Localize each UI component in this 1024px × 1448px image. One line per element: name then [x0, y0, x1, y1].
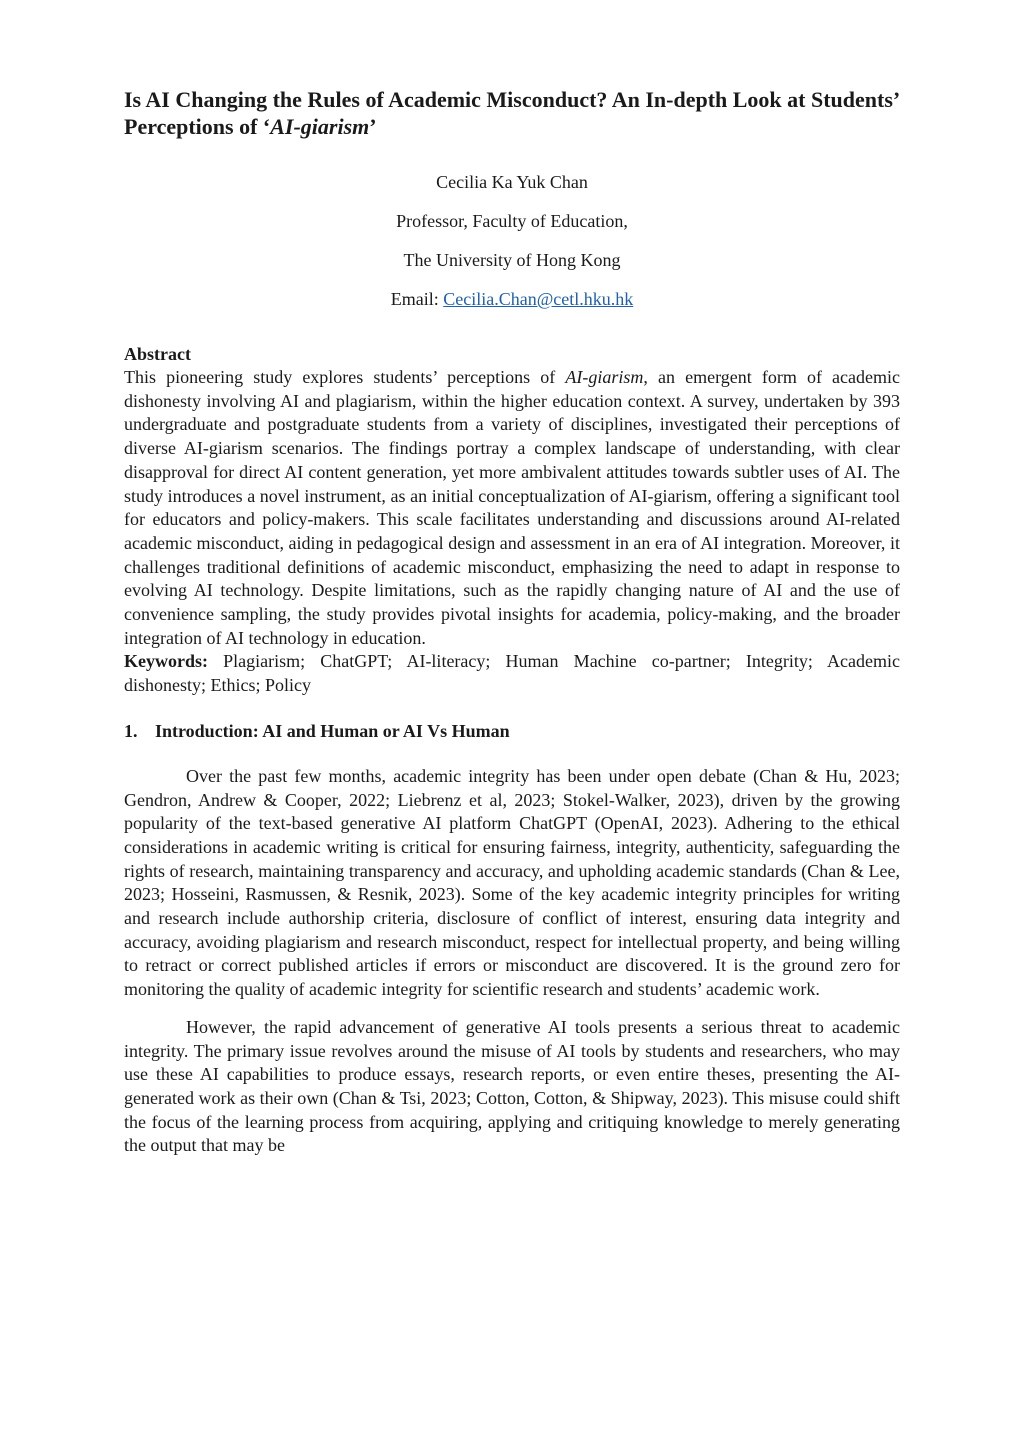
abstract-heading: Abstract	[124, 344, 191, 364]
keywords-text: Plagiarism; ChatGPT; AI-literacy; Human Machine co-partner; Integrity; Academic dishonesty; Ethics; Policy	[124, 651, 900, 696]
abstract-body: , an emergent form of academic dishonesty involving AI and plagiarism, within the higher education context. A survey, undertaken by 393 undergraduate and postgraduate students from a variety of disciplines, investigated their perceptions of diverse AI-giarism scenarios. The findings portray a complex landscape of understanding, with clear disapproval for direct AI content generation, yet more ambivalent attitudes towards subtler uses of AI. The study introduces a novel instrument, as an initial conceptualization of AI-giarism, offering a significant tool for educators and policy-makers. This scale facilitates understanding and discussions around AI-related academic misconduct, aiding in pedagogical design and assessment in an era of AI integration. Moreover, it challenges traditional definitions of academic misconduct, emphasizing the need to adapt in response to evolving AI technology. Despite limitations, such as the rapidly changing nature of AI and the use of convenience sampling, the study provides pivotal insights for academia, policy-making, and the broader integration of AI technology in education.	[124, 367, 900, 648]
section-heading	[124, 719, 900, 743]
abstract-lead-italic: AI-giarism	[565, 367, 644, 387]
section-title: Introduction: AI and Human or AI Vs Human	[155, 720, 510, 741]
email-label: Email:	[390, 289, 444, 309]
abstract-text	[124, 366, 900, 650]
title-close-quote: ’	[369, 114, 377, 139]
keywords-label: Keywords:	[124, 651, 208, 672]
author-institution: The University of Hong Kong	[403, 250, 621, 270]
page-content	[124, 86, 900, 1158]
author-email-line	[124, 287, 900, 326]
email-link[interactable]: Cecilia.Chan@cetl.hku.hk	[443, 289, 634, 309]
section-number: 1.	[124, 720, 138, 741]
title-text: Is AI Changing the Rules of Academic Misconduct? An In-depth Look at Students’ Perceptions of ‘	[124, 87, 899, 139]
title-italic: AI-giarism	[270, 114, 370, 139]
paragraph-2: However, the rapid advancement of generative AI tools presents a serious threat to academic integrity. The primary issue revolves around the misuse of AI tools by students and researchers, who may use these AI capabilities to produce essays, research reports, or even entire theses, presenting the AI-generated work as their own (Chan & Tsi, 2023; Cotton, Cotton, & Shipway, 2023). This misuse could shift the focus of the learning process from acquiring, applying and critiquing knowledge to merely generating the output that may be	[124, 1016, 900, 1156]
author-name: Cecilia Ka Yuk Chan	[436, 172, 588, 192]
paper-title	[124, 86, 900, 140]
paragraph-1: Over the past few months, academic integrity has been under open debate (Chan & Hu, 2023; Gendron, Andrew & Cooper, 2022; Liebrenz et al, 2023; Stokel-Walker, 2023), driven by the growing popularity of the text-based generative AI platform ChatGPT (OpenAI, 2023). Adhering to the ethical considerations in academic writing is critical for ensuring fairness, integrity, authenticity, safeguarding the rights of research, maintaining transparency and accuracy, and upholding academic standards (Chan & Lee, 2023; Hosseini, Rasmussen, & Resnik, 2023). Some of the key academic integrity principles for writing and research include authorship criteria, disclosure of conflict of interest, ensuring data integrity and accuracy, avoiding plagiarism and research misconduct, respect for intellectual property, and being willing to retract or correct published articles if errors or misconduct are discovered. It is the ground zero for monitoring the quality of academic integrity for scientific research and students’ academic work.	[124, 765, 900, 1000]
author-position: Professor, Faculty of Education,	[396, 211, 628, 231]
author-block	[124, 170, 900, 326]
keywords	[124, 650, 900, 697]
abstract-lead: This pioneering study explores students’ perceptions of	[124, 367, 566, 387]
